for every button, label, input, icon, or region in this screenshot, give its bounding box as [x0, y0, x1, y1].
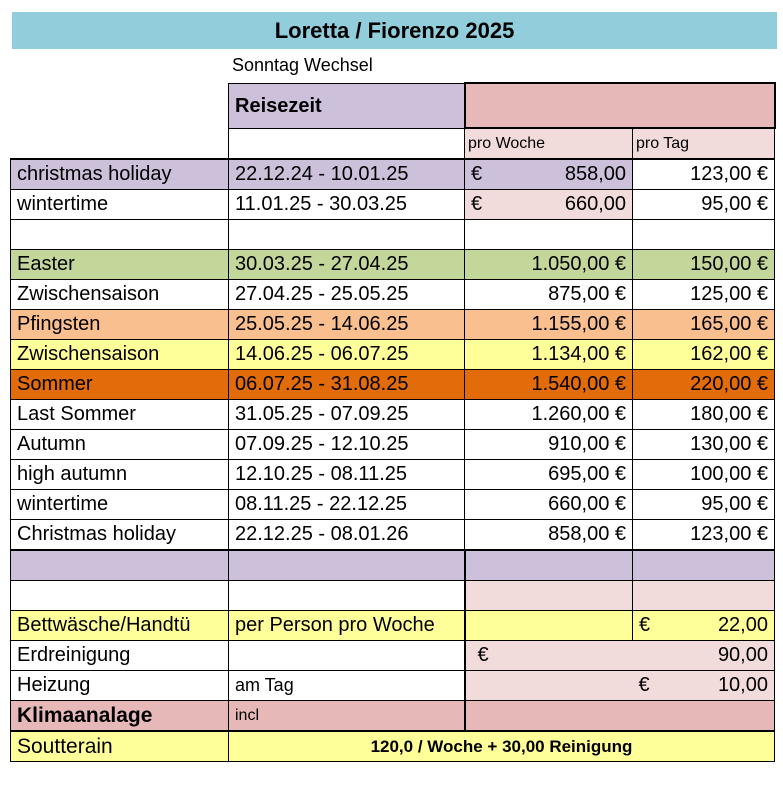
season-period: 22.12.25 - 08.01.26	[229, 520, 465, 551]
price-day: 162,00 €	[633, 340, 775, 370]
header-reisezeit: Reisezeit	[229, 83, 465, 128]
extra-heizung-period: am Tag	[229, 671, 465, 701]
extra-heizung-label: Heizung	[11, 671, 229, 701]
extra-bettwaesche-label: Bettwäsche/Handtü	[11, 611, 229, 641]
season-period: 30.03.25 - 27.04.25	[229, 250, 465, 280]
price-week: 695,00 €	[465, 460, 633, 490]
extra-heizung-price: € 10,00	[633, 671, 775, 701]
price-day: 125,00 €	[633, 280, 775, 310]
price-week: 660,00 €	[465, 490, 633, 520]
price-week: 1.155,00 €	[465, 310, 633, 340]
extra-soutterain-label: Soutterain	[11, 731, 229, 762]
season-name: Last Sommer	[11, 400, 229, 430]
price-day: 220,00 €	[633, 370, 775, 400]
season-name: wintertime	[11, 190, 229, 220]
season-name: Sommer	[11, 370, 229, 400]
price-week: 910,00 €	[465, 430, 633, 460]
price-week: 1.540,00 €	[465, 370, 633, 400]
season-name: high autumn	[11, 460, 229, 490]
season-period: 14.06.25 - 06.07.25	[229, 340, 465, 370]
extra-erdreinigung-price: € 90,00	[465, 641, 775, 671]
season-name: wintertime	[11, 490, 229, 520]
price-table	[10, 82, 776, 762]
price-day: 130,00 €	[633, 430, 775, 460]
season-period: 11.01.25 - 30.03.25	[229, 190, 465, 220]
extra-klima-label: Klimaanalage	[11, 701, 229, 732]
extra-soutterain-price: 120,0 / Woche + 30,00 Reinigung	[229, 731, 775, 762]
price-week: 875,00 €	[465, 280, 633, 310]
season-period: 25.05.25 - 14.06.25	[229, 310, 465, 340]
price-day: 123,00 €	[633, 520, 775, 551]
extra-bettwaesche-price: € 22,00	[633, 611, 775, 641]
season-period: 27.04.25 - 25.05.25	[229, 280, 465, 310]
season-name: Christmas holiday	[11, 520, 229, 551]
price-week: € 660,00	[465, 190, 633, 220]
extra-erdreinigung-label: Erdreinigung	[11, 641, 229, 671]
season-period: 22.12.24 - 10.01.25	[229, 159, 465, 190]
price-day: 100,00 €	[633, 460, 775, 490]
extra-bettwaesche-period: per Person pro Woche	[229, 611, 465, 641]
page-title: Loretta / Fiorenzo 2025	[12, 12, 777, 49]
price-week: 1.050,00 €	[465, 250, 633, 280]
header-pro-woche: pro Woche	[465, 128, 633, 159]
season-name: Zwischensaison	[11, 340, 229, 370]
price-day: 150,00 €	[633, 250, 775, 280]
price-week: 1.134,00 €	[465, 340, 633, 370]
season-name: Zwischensaison	[11, 280, 229, 310]
price-day: 123,00 €	[633, 159, 775, 190]
header-pro-tag: pro Tag	[633, 128, 775, 159]
season-period: 12.10.25 - 08.11.25	[229, 460, 465, 490]
extra-klima-period: incl	[229, 701, 465, 732]
price-day: 180,00 €	[633, 400, 775, 430]
subtitle: Sonntag Wechsel	[232, 55, 373, 75]
season-name: Easter	[11, 250, 229, 280]
season-period: 06.07.25 - 31.08.25	[229, 370, 465, 400]
price-week: 1.260,00 €	[465, 400, 633, 430]
price-day: 95,00 €	[633, 490, 775, 520]
season-name: Autumn	[11, 430, 229, 460]
price-day: 95,00 €	[633, 190, 775, 220]
price-week: 858,00 €	[465, 520, 633, 551]
season-period: 08.11.25 - 22.12.25	[229, 490, 465, 520]
price-day: 165,00 €	[633, 310, 775, 340]
season-period: 07.09.25 - 12.10.25	[229, 430, 465, 460]
season-name: christmas holiday	[11, 159, 229, 190]
season-period: 31.05.25 - 07.09.25	[229, 400, 465, 430]
price-week: € 858,00	[465, 159, 633, 190]
season-name: Pfingsten	[11, 310, 229, 340]
